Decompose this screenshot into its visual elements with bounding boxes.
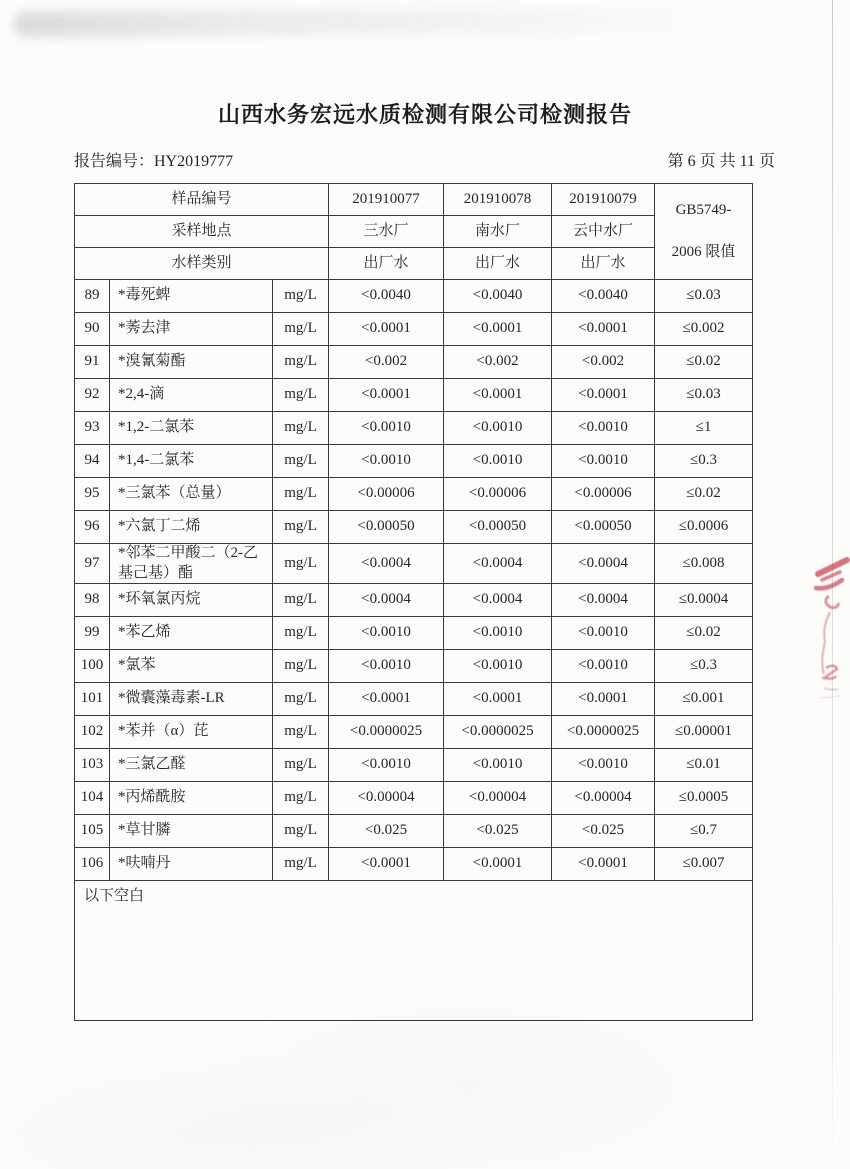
cell-unit: mg/L [273,749,329,782]
cell-limit: ≤0.7 [655,815,753,848]
limit-header-text [657,201,750,262]
header-label-location: 采样地点 [75,216,329,248]
cell-v2: <0.0010 [444,445,552,478]
cell-v3: <0.00050 [552,511,655,544]
water-type-1: 出厂水 [329,248,444,280]
cell-v1: <0.00006 [329,478,444,511]
cell-limit: ≤0.03 [655,280,753,313]
sample-id-1: 201910077 [329,184,444,216]
table-row [75,280,753,313]
header-row-location [75,216,753,248]
cell-no: 89 [75,280,110,313]
cell-v3: <0.025 [552,815,655,848]
cell-v2: <0.0004 [444,544,552,584]
cell-limit: ≤0.0006 [655,511,753,544]
cell-name: *邻苯二甲酸二（2-乙基己基）酯 [110,544,273,584]
cell-no: 106 [75,848,110,881]
cell-name: *苯乙烯 [110,617,273,650]
cell-v1: <0.0004 [329,584,444,617]
table-row [75,782,753,815]
report-number: 报告编号：HY2019777 [74,153,234,170]
table-row [75,749,753,782]
cell-unit: mg/L [273,815,329,848]
cell-unit: mg/L [273,511,329,544]
cell-limit: ≤0.02 [655,478,753,511]
cell-no: 104 [75,782,110,815]
report-title: 山西水务宏远水质检测有限公司检测报告 [217,102,632,127]
header-label-water-type: 水样类别 [75,248,329,280]
cell-v2: <0.0001 [444,379,552,412]
table-header [75,184,753,280]
water-type-2: 出厂水 [444,248,552,280]
cell-limit: ≤1 [655,412,753,445]
sample-id-3: 201910079 [552,184,655,216]
cell-v2: <0.0004 [444,584,552,617]
cell-limit: ≤0.03 [655,379,753,412]
cell-unit: mg/L [273,617,329,650]
cell-v2: <0.0001 [444,313,552,346]
table-footer [75,881,753,1021]
cell-v2: <0.0001 [444,683,552,716]
blank-below-note: 以下空白 [75,881,753,1021]
cell-no: 96 [75,511,110,544]
cell-unit: mg/L [273,716,329,749]
cell-limit: ≤0.002 [655,313,753,346]
cell-no: 97 [75,544,110,584]
cell-v1: <0.0000025 [329,716,444,749]
table-row [75,445,753,478]
cell-unit: mg/L [273,412,329,445]
table-row [75,313,753,346]
cell-v3: <0.00004 [552,782,655,815]
cell-v2: <0.002 [444,346,552,379]
cell-limit: ≤0.001 [655,683,753,716]
cell-v2: <0.0010 [444,617,552,650]
cell-name: *莠去津 [110,313,273,346]
cell-no: 91 [75,346,110,379]
cell-v2: <0.00004 [444,782,552,815]
sample-id-2: 201910078 [444,184,552,216]
table-row [75,716,753,749]
cell-limit: ≤0.0005 [655,782,753,815]
cell-name: *1,4-二氯苯 [110,445,273,478]
cell-v3: <0.0000025 [552,716,655,749]
cell-v2: <0.0000025 [444,716,552,749]
cell-unit: mg/L [273,379,329,412]
cell-limit: ≤0.3 [655,650,753,683]
cell-v2: <0.0001 [444,848,552,881]
cell-v2: <0.00050 [444,511,552,544]
cell-limit: ≤0.02 [655,346,753,379]
cell-v3: <0.0010 [552,445,655,478]
cell-name: *氯苯 [110,650,273,683]
cell-unit: mg/L [273,683,329,716]
cell-name: *呋喃丹 [110,848,273,881]
cell-v1: <0.002 [329,346,444,379]
cell-v1: <0.0010 [329,650,444,683]
cell-v3: <0.0010 [552,650,655,683]
cell-v3: <0.0001 [552,848,655,881]
cell-v1: <0.025 [329,815,444,848]
blank-row [75,881,753,1021]
cell-v2: <0.025 [444,815,552,848]
cell-name: *丙烯酰胺 [110,782,273,815]
cell-v1: <0.0001 [329,683,444,716]
table-row [75,650,753,683]
limit-line-2: 2006 限值 [671,243,736,260]
table-body [75,280,753,881]
table-row [75,544,753,584]
cell-v1: <0.0010 [329,749,444,782]
cell-no: 93 [75,412,110,445]
cell-unit: mg/L [273,650,329,683]
cell-v2: <0.0010 [444,412,552,445]
cell-limit: ≤0.008 [655,544,753,584]
water-type-3: 出厂水 [552,248,655,280]
cell-no: 95 [75,478,110,511]
cell-name: *苯并（α）芘 [110,716,273,749]
cell-name: *2,4-滴 [110,379,273,412]
cell-v1: <0.0004 [329,544,444,584]
location-1: 三水厂 [329,216,444,248]
cell-name: *溴氰菊酯 [110,346,273,379]
cell-unit: mg/L [273,346,329,379]
cell-no: 100 [75,650,110,683]
cell-name: *1,2-二氯苯 [110,412,273,445]
results-table [74,183,753,1021]
cell-unit: mg/L [273,313,329,346]
limit-header [655,184,753,280]
cell-v1: <0.00050 [329,511,444,544]
cell-no: 98 [75,584,110,617]
cell-v1: <0.00004 [329,782,444,815]
cell-no: 101 [75,683,110,716]
cell-v3: <0.0001 [552,313,655,346]
cell-v3: <0.00006 [552,478,655,511]
header-row-water-type [75,248,753,280]
cell-unit: mg/L [273,478,329,511]
cell-name: *六氯丁二烯 [110,511,273,544]
cell-name: *微囊藻毒素-LR [110,683,273,716]
cell-unit: mg/L [273,280,329,313]
cell-v1: <0.0010 [329,617,444,650]
table-row [75,617,753,650]
scan-shadow-top [14,7,726,38]
cell-unit: mg/L [273,544,329,584]
cell-no: 94 [75,445,110,478]
page-indicator: 第 6 页 共 11 页 [667,153,775,170]
table-row [75,848,753,881]
table-row [75,683,753,716]
cell-no: 99 [75,617,110,650]
cell-name: *草甘膦 [110,815,273,848]
cell-v3: <0.0004 [552,544,655,584]
table-row [75,511,753,544]
cell-no: 103 [75,749,110,782]
cell-v3: <0.0040 [552,280,655,313]
cell-v3: <0.002 [552,346,655,379]
table-row [75,584,753,617]
header-row-sample-id [75,184,753,216]
cell-unit: mg/L [273,848,329,881]
cell-v2: <0.0040 [444,280,552,313]
cell-limit: ≤0.007 [655,848,753,881]
location-3: 云中水厂 [552,216,655,248]
cell-unit: mg/L [273,584,329,617]
cell-name: *环氧氯丙烷 [110,584,273,617]
table-row [75,478,753,511]
location-2: 南水厂 [444,216,552,248]
cell-no: 105 [75,815,110,848]
cell-v1: <0.0010 [329,445,444,478]
cell-name: *三氯苯（总量） [110,478,273,511]
red-seal-fragment [802,556,850,708]
table-row [75,815,753,848]
header-label-sample-id: 样品编号 [75,184,329,216]
cell-v3: <0.0001 [552,379,655,412]
cell-no: 92 [75,379,110,412]
table-row [75,346,753,379]
cell-v1: <0.0001 [329,379,444,412]
cell-unit: mg/L [273,782,329,815]
table-row [75,379,753,412]
meta-row [74,148,775,171]
cell-v1: <0.0040 [329,280,444,313]
cell-limit: ≤0.00001 [655,716,753,749]
cell-v2: <0.00006 [444,478,552,511]
cell-unit: mg/L [273,445,329,478]
cell-v1: <0.0001 [329,313,444,346]
cell-limit: ≤0.3 [655,445,753,478]
cell-v3: <0.0010 [552,749,655,782]
cell-limit: ≤0.01 [655,749,753,782]
cell-name: *毒死蜱 [110,280,273,313]
cell-v3: <0.0010 [552,412,655,445]
cell-no: 102 [75,716,110,749]
cell-limit: ≤0.02 [655,617,753,650]
cell-v1: <0.0010 [329,412,444,445]
cell-v2: <0.0010 [444,650,552,683]
cell-limit: ≤0.0004 [655,584,753,617]
cell-v3: <0.0001 [552,683,655,716]
cell-v1: <0.0001 [329,848,444,881]
limit-line-1: GB5749- [675,202,732,218]
cell-v3: <0.0010 [552,617,655,650]
cell-no: 90 [75,313,110,346]
table-row [75,412,753,445]
cell-v3: <0.0004 [552,584,655,617]
cell-name: *三氯乙醛 [110,749,273,782]
cell-v2: <0.0010 [444,749,552,782]
